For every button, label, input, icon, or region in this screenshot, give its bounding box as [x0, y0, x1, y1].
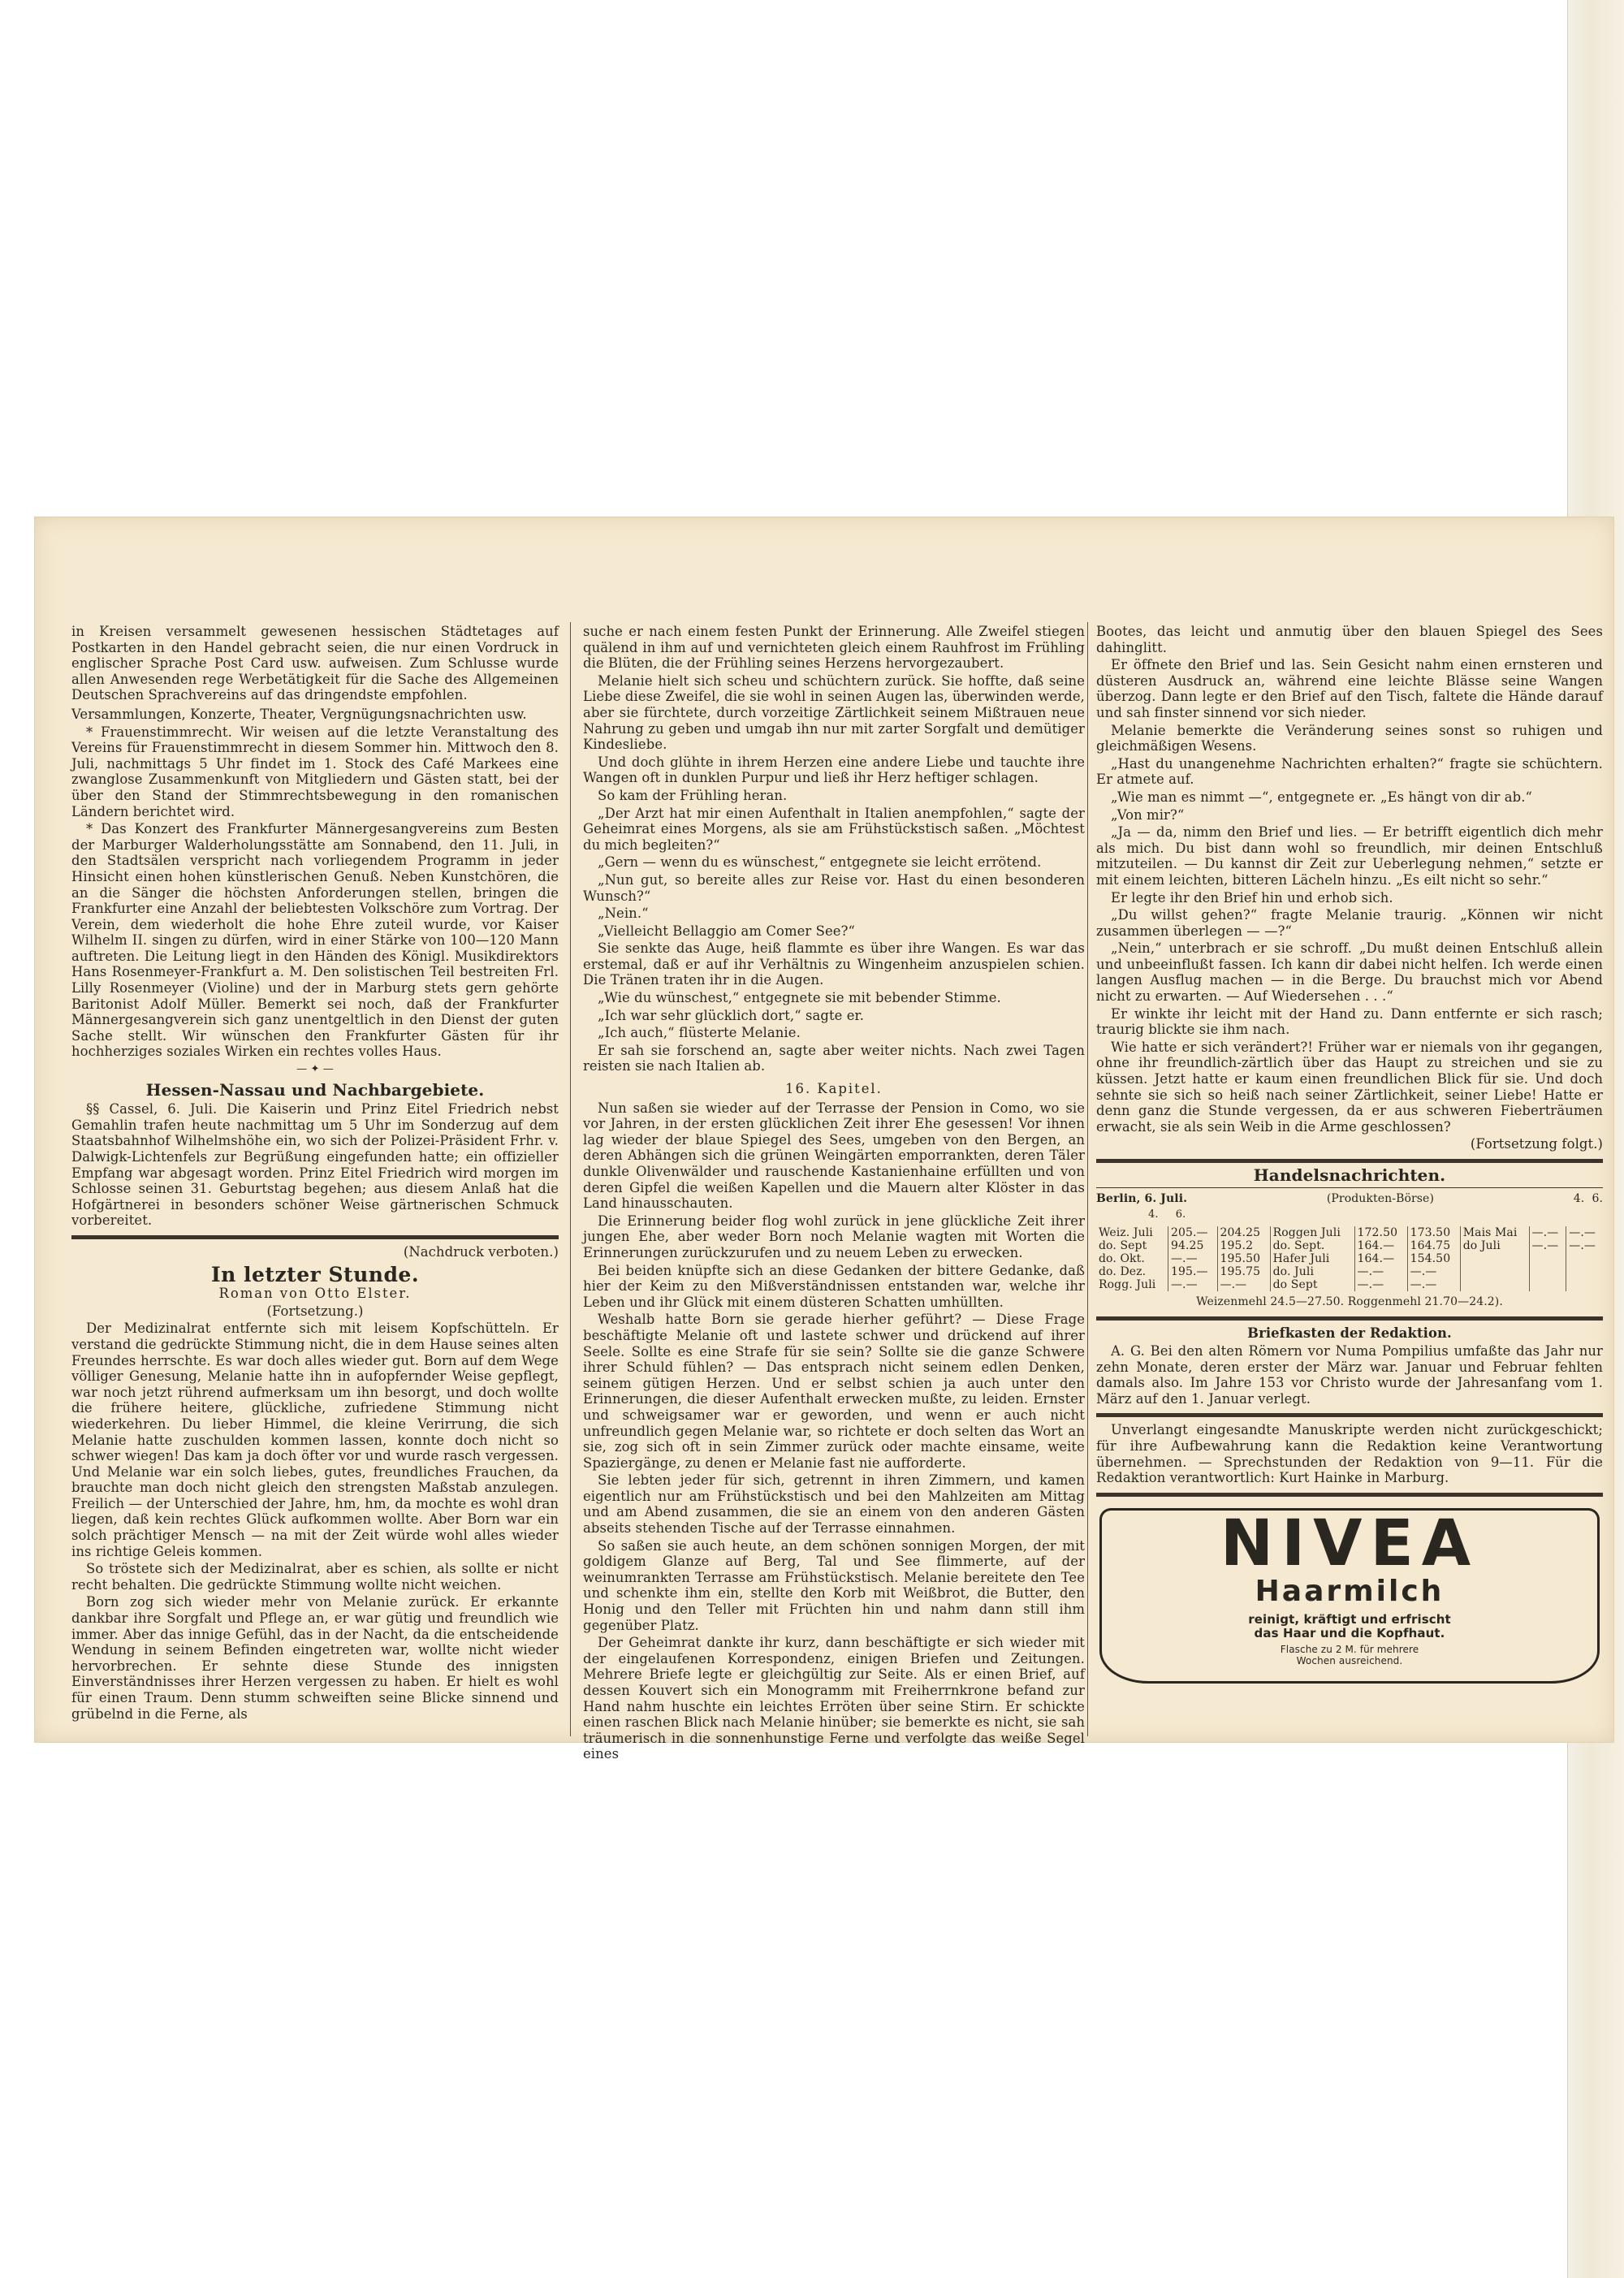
chapter-heading: 16. Kapitel.	[785, 1081, 883, 1097]
market-cell: 172.50	[1354, 1226, 1407, 1239]
novel-paragraph: Er sah sie forschend an, sagte aber weiter nichts. Nach zwei Tagen reisten sie nach Italien ab.	[583, 1042, 1085, 1074]
novel-paragraph: So kam der Frühling heran.	[598, 787, 788, 803]
market-cell	[1529, 1278, 1566, 1291]
ad-price: Wochen ausreichend.	[1296, 1654, 1403, 1666]
novel-paragraph: „Nein.“	[598, 906, 649, 922]
market-table	[1096, 1226, 1603, 1291]
market-row	[1096, 1265, 1603, 1278]
ad-tagline: reinigt, kräftigt und erfrischt	[1248, 1611, 1451, 1627]
hessen-section-title: Hessen-Nassau und Nachbargebiete.	[145, 1079, 485, 1100]
market-cell: do Juli	[1460, 1239, 1529, 1252]
section-rule	[1096, 1316, 1603, 1321]
market-cell: 195.75	[1217, 1265, 1270, 1278]
novel-paragraph: „Vielleicht Bellaggio am Comer See?“	[598, 923, 855, 939]
section-rule	[1096, 1493, 1603, 1497]
market-row	[1096, 1252, 1603, 1265]
market-cell	[1529, 1265, 1566, 1278]
novel-paragraph: „Wie man es nimmt —“, entgegnete er. „Es hängt von dir ab.“	[1111, 789, 1533, 805]
market-cell	[1566, 1265, 1603, 1278]
novel-paragraph: Und doch glühte in ihrem Herzen eine andere Liebe und tauchte ihre Wangen oft in dunklen Purpur und ließ ihr Herz heftiger schlagen.	[583, 754, 1085, 786]
market-header	[1096, 1191, 1603, 1208]
event-frauenstimmrecht: * Frauenstimmrecht. Wir weisen auf die letzte Veranstaltung des Vereins für Frauenstimmrecht in diesem Sommer hin. Mittwoch den 8. Juli, nachmittags 5 Uhr findet im 1. Stock des Café Markees eine zwanglose Zusammenkunft von Mitgliedern und Gästen statt, bei der über den Stand der Stimmrechtsbewegung in den romanischen Ländern berichtet wird.	[71, 724, 559, 819]
novel-paragraph: „Wie du wünschest,“ entgegnete sie mit bebender Stimme.	[598, 990, 1001, 1006]
market-cell: Roggen Juli	[1270, 1226, 1354, 1239]
ornament-divider: — ✦ —	[296, 1063, 334, 1076]
market-place: Berlin, 6. Juli.	[1096, 1191, 1188, 1205]
novel-title: In letzter Stunde.	[210, 1262, 420, 1286]
market-cell: —.—	[1217, 1278, 1270, 1291]
novel-paragraph: „Hast du unangenehme Nachrichten erhalten?“ fragte sie schüchtern. Er atmete auf.	[1096, 755, 1603, 788]
novel-paragraph: „Ich war sehr glücklich dort,“ sagte er.	[598, 1007, 865, 1023]
novel-paragraph: Melanie hielt sich scheu und schüchtern zurück. Sie hoffte, daß seine Liebe diese Zweifel, die sie wohl in seinen Augen las, überwinden werde, aber sie fürchtete, durch vorzeitige Zärtlichkeit seinem Mißtrauen neue Nahrung zu geben und umgab ihn nur mit zarter Sorgfalt und demütiger Kindesliebe.	[583, 672, 1085, 753]
novel-paragraph: Er öffnete den Brief und las. Sein Gesicht nahm einen ernsteren und düsteren Ausdruck an, während eine leichte Blässe seine Wangen überzog. Dann legte er den Brief auf den Tisch, faltete die Hände darauf und sah finster sinnend vor sich nieder.	[1096, 657, 1603, 720]
events-section-title: Versammlungen, Konzerte, Theater, Vergnügungsnachrichten usw.	[71, 706, 527, 722]
novel-paragraph: Der Medizinalrat entfernte sich mit leisem Kopfschütteln. Er verstand die gedrückte Stimmung nicht, die in dem Hause seines alten Freundes herrschte. Es war doch alles wieder gut. Born auf dem Wege völliger Genesung, Melanie hatte ihn in aufopfernder Weise gepflegt, war noch jetzt rührend aufmerksam um ihn besorgt, und doch wollte die frühere heitere, glückliche, zufriedene Stimmung nicht wiederkehren. Du lieber Himmel, die kleine Verirrung, die sich Melanie hatte zuschulden kommen lassen, konnte doch nicht so schwer wiegen! Das kam ja doch öfter vor und wurde rasch vergessen. Und Melanie war ein solch liebes, gutes, freundliches Frauchen, da brauchte man doch nicht gleich den strengsten Maßstab anzulegen. Freilich — der Unterschied der Jahre, hm, hm, da mochte es wohl dran liegen, daß kein rechtes Glück aufkommen wollte. Aber Born war ein solch prächtiger Mensch — na mit der Zeit würde wohl alles wieder ins richtige Geleis kommen.	[71, 1321, 559, 1559]
market-cell: —.—	[1569, 1225, 1596, 1239]
market-cell: —.—	[1168, 1252, 1217, 1265]
continuation-note: (Fortsetzung folgt.)	[1470, 1136, 1603, 1152]
column-2	[583, 624, 1085, 1764]
novel-paragraph: Nun saßen sie wieder auf der Terrasse der Pension in Como, wo sie vor Jahren, in der ersten glücklichen Zeit ihrer Ehe gesessen! Vor ihnen lag wieder der blaue Spiegel des Sees, umgeben von den Bergen, an deren Abhängen sich die grünen Weingärten emporrankten, deren Täler dunkle Olivenwälder und rauschende Kastanienhaine erfüllten und von deren Gipfel die weißen Kapellen und die Mauern alter Klöster in das Land hinausschauten.	[583, 1100, 1085, 1212]
market-cell: 205.—	[1168, 1226, 1217, 1239]
section-rule	[1096, 1413, 1603, 1417]
market-cell: 195.2	[1217, 1239, 1270, 1252]
market-cell: do. Okt.	[1096, 1252, 1168, 1265]
market-cell	[1566, 1252, 1603, 1265]
novel-paragraph: Er legte ihr den Brief hin und erhob sich.	[1111, 889, 1393, 906]
novel-paragraph: „Nein,“ unterbrach er sie schroff. „Du mußt deinen Entschluß allein und unbeeinflußt fassen. Ich kann dir dabei nicht helfen. Ich werde einen langen Ausflug machen — in die Berge. Du brauchst mich vor Abend nicht zu erwarten. — Auf Wiedersehen . . .“	[1096, 940, 1603, 1005]
market-cell: do Sept	[1270, 1278, 1354, 1291]
market-cell: do. Dez.	[1096, 1265, 1168, 1278]
novel-continuation: (Fortsetzung.)	[266, 1303, 364, 1319]
newspaper-page	[34, 517, 1614, 1762]
novel-paragraph: „Gern — wenn du es wünschest,“ entgegnete sie leicht errötend.	[598, 854, 1042, 871]
novel-paragraph: „Von mir?“	[1111, 806, 1185, 823]
market-row	[1096, 1239, 1603, 1252]
market-cell: 164.75	[1407, 1239, 1460, 1252]
novel-paragraph: Er winkte ihr leicht mit der Hand zu. Dann entfernte er sich rasch; traurig blickte sie ihm nach.	[1096, 1005, 1603, 1038]
market-cell: 173.50	[1407, 1226, 1460, 1239]
market-footer: Weizenmehl 24.5—27.50. Roggenmehl 21.70—24.2).	[1196, 1295, 1503, 1308]
market-cell: —.—	[1407, 1265, 1460, 1278]
market-rule	[1096, 1187, 1603, 1188]
novel-paragraph: Bei beiden knüpfte sich an diese Gedanken der bittere Gedanke, daß hier der Keim zu den Mißverständnissen entstanden war, welche ihr Leben und ihr Glück mit einem düsteren Schatten umhüllten.	[583, 1262, 1085, 1310]
novel-paragraph: Weshalb hatte Born sie gerade hierher geführt? — Diese Frage beschäftigte Melanie oft und lastete schwer und drückend auf ihrer Seele. Sollte es eine Strafe für sie sein? Sollte sie die ganze Schwere ihrer Schuld fühlen? — Das entsprach nicht seinem edlen Denken, seinem gütigen Herzen. Und er selbst schien ja auch unter den Erinnerungen, die dieser Aufenthalt erwecken mußte, zu leiden. Ernster und schweigsamer war er geworden, und wenn er auch nicht unfreundlich gegen Melanie war, so richtete er doch selten das Wort an sie, zog sich oft in sein Zimmer zurück oder machte einsame, weite Spaziergänge, zu denen er Melanie fast nie aufforderte.	[583, 1312, 1085, 1471]
briefkasten-text: A. G. Bei den alten Römern vor Numa Pompilius umfaßte das Jahr nur zehn Monate, deren erster der März war. Januar und Februar fehlten damals also. Im Jahre 153 vor Christo wurde der Jahresanfang vom 1. März auf den 1. Januar verlegt.	[1096, 1342, 1603, 1407]
market-cell: —.—	[1354, 1265, 1407, 1278]
market-cell: —.—	[1529, 1239, 1566, 1252]
market-cell: —.—	[1168, 1278, 1217, 1291]
novel-paragraph: So saßen sie auch heute, an dem schönen sonnigen Morgen, der mit goldigem Glanze auf Berg, Tal und See flimmerte, auf der weinumrankten Terrasse am Frühstückstisch. Melanie bereitete den Tee und schenkte ihm ein, stellte den Korb mit Weißbrot, die Butter, den Honig und den Teller mit Früchten hin und nahm dann still ihm gegenüber Platz.	[583, 1537, 1085, 1633]
market-cell: do. Juli	[1270, 1265, 1354, 1278]
briefkasten-title: Briefkasten der Redaktion.	[1247, 1325, 1452, 1342]
novel-paragraph: Melanie bemerkte die Veränderung seines sonst so ruhigen und gleichmäßigen Wesens.	[1096, 722, 1603, 754]
market-cell: —.—	[1569, 1238, 1596, 1252]
market-row	[1096, 1226, 1603, 1239]
market-col-labels-left: 4. 6.	[1148, 1208, 1186, 1221]
editorial-notice: Unverlangt eingesandte Manuskripte werden nicht zurückgeschickt; für ihre Aufbewahrung kann die Redaktion keine Verantwortung übernehmen. — Sprechstunden der Redaktion von 9—11. Für die Redaktion verantwortlich: Kurt Hainke in Marburg.	[1096, 1422, 1603, 1486]
market-row	[1096, 1278, 1603, 1291]
reprint-note: (Nachdruck verboten.)	[403, 1243, 559, 1260]
market-cell: Hafer Juli	[1270, 1252, 1354, 1265]
market-cell	[1460, 1278, 1529, 1291]
market-cell: Rogg. Juli	[1096, 1278, 1168, 1291]
novel-paragraph: „Der Arzt hat mir einen Aufenthalt in Italien anempfohlen,“ sagte der Geheimrat eines Morgens, als sie am Frühstückstisch saßen. „Möchtest du mich begleiten?“	[583, 805, 1085, 853]
novel-paragraph: „Ja — da, nimm den Brief und lies. — Er betrifft eigentlich dich mehr als mich. Du bist dann wohl so freundlich, mir deinen Entschluß mitzuteilen. — Du kannst dir Zeit zur Ueberlegung nehmen,“ setzte er mit einem leichten, bitteren Lächeln hinzu. „Es eilt nicht so sehr.“	[1096, 824, 1603, 888]
market-cell	[1460, 1265, 1529, 1278]
market-cell: 204.25	[1217, 1226, 1270, 1239]
novel-paragraph: suche er nach einem festen Punkt der Erinnerung. Alle Zweifel stiegen quälend in ihm auf und vernichteten gleich einem Rauhfrost im Frühling die Blüten, die der Frühling seines Herzens hervorgezaubert.	[583, 624, 1085, 672]
nivea-advertisement	[1099, 1508, 1600, 1684]
novel-paragraph: Der Geheimrat dankte ihr kurz, dann beschäftigte er sich wieder mit der eingelaufenen Korrespondenz, einigen Briefen und Zeitungen. Mehrere Briefe legte er gleichgültig zur Seite. Als er einen Brief, auf dessen Kouvert sich ein Monogramm mit Freiherrnkrone befand zur Hand nahm huschte ein leichtes Erröten über seine Stirn. Er schickte einen raschen Blick nach Melanie hinüber; sie bemerkte es nicht, sie sah träumerisch in die sonnenhunstige Ferne und verfolgte das weiße Segel eines	[583, 1635, 1085, 1762]
market-cell: do. Sept.	[1270, 1239, 1354, 1252]
section-rule	[1096, 1159, 1603, 1163]
ad-product: Haarmilch	[1255, 1574, 1445, 1608]
market-cell: Mais Mai	[1460, 1226, 1529, 1239]
novel-byline: Roman von Otto Elster.	[218, 1286, 412, 1302]
novel-paragraph: Sie senkte das Auge, heiß flammte es über ihre Wangen. Es war das erstemal, daß er auf ihr Verhältnis zu Wingenheim anzuspielen schien. Die Tränen traten ihr in die Augen.	[583, 940, 1085, 988]
market-cell: —.—	[1529, 1226, 1566, 1239]
market-cell: do. Sept	[1096, 1239, 1168, 1252]
novel-paragraph: „Ich auch,“ flüsterte Melanie.	[598, 1025, 801, 1041]
ad-price: Flasche zu 2 M. für mehrere	[1280, 1643, 1419, 1655]
market-cell: Weiz. Juli	[1096, 1226, 1168, 1239]
intro-paragraph: in Kreisen versammelt gewesenen hessischen Städtetages auf Postkarten in den Handel gebracht seien, die nur einen Vordruck in englischer Sprache Post Card usw. aufweisen. Zum Schlusse wurde allen Anwesenden rege Werbetätigkeit für die Sache des Allgemeinen Deutschen Sprachvereins auf das dringendste empfohlen.	[71, 624, 559, 703]
market-cell	[1566, 1278, 1603, 1291]
section-rule	[71, 1235, 559, 1239]
market-title: Handelsnachrichten.	[1253, 1165, 1446, 1185]
novel-paragraph: Bootes, das leicht und anmutig über den blauen Spiegel des Sees dahinglitt.	[1096, 624, 1603, 655]
market-cell: —.—	[1407, 1278, 1460, 1291]
event-konzert: * Das Konzert des Frankfurter Männergesangvereins zum Besten der Marburger Walderholungsstätte am Sonnabend, den 11. Juli, in den Stadtsälen verspricht nach vorliegendem Programm in jeder Hinsicht einen hohen künstlerischen Genuß. Neben Kunstchören, die an die Sänger die höchsten Anforderungen stellen, bringen die Frankfurter eine Anzahl der beliebtesten Volkschöre zum Vortrag. Der Verein, dem wiederholt die hohe Ehre zuteil wurde, vor Kaiser Wilhelm II. singen zu dürfen, wird in einer Stärke von 100—120 Mann auftreten. Die Leitung liegt in den Händen des Königl. Musikdirektors Hans Rosenmeyer-Frankfurt a. M. Den solistischen Teil bestreiten Frl. Lilly Rosenmeyer (Violine) und der in Marburg stets gern gehörte Baritonist Adolf Müller. Bemerkt sei noch, daß der Frankfurter Männergesangverein sich ganz unentgeltlich in den Dienst der guten Sache stellt. Wir wünschen den Frankfurter Gästen für ihr hochherziges soziales Wirken ein rechtes volles Haus.	[71, 821, 559, 1060]
column-3	[1096, 624, 1603, 1684]
column-rule-left	[570, 622, 571, 1736]
novel-paragraph: Born zog sich wieder mehr von Melanie zurück. Er erkannte dankbar ihre Sorgfalt und Pflege an, er war gütig und freundlich wie immer. Aber das innige Gefühl, das in der Nacht, da die entscheidende Wendung in seinem Befinden eingetreten war, wollte nicht wieder hervorbrechen. Er sehnte diese Stunde des innigsten Einverständnisses ihrer Herzen vergessen zu haben. Er hielt es wohl für einen Traum. Denn stumm schweiften seine Blicke sinnend und grübelnd in die Ferne, als	[71, 1594, 559, 1722]
novel-paragraph: Die Erinnerung beider flog wohl zurück in jene glückliche Zeit ihrer jungen Ehe, aber weder Born noch Melanie wagten mit Worten die Erinnerungen zurückzurufen und zu neuem Leben zu erwecken.	[583, 1212, 1085, 1260]
market-cell: 195.—	[1168, 1265, 1217, 1278]
market-cell	[1460, 1252, 1529, 1265]
market-cell: —.—	[1354, 1278, 1407, 1291]
market-cell: 164.—	[1354, 1239, 1407, 1252]
market-cell	[1529, 1252, 1566, 1265]
market-cell: 164.—	[1354, 1252, 1407, 1265]
market-source: (Produkten-Börse)	[1326, 1191, 1435, 1205]
novel-paragraph: „Nun gut, so bereite alles zur Reise vor. Hast du einen besonderen Wunsch?“	[583, 871, 1085, 904]
novel-paragraph: Wie hatte er sich verändert?! Früher war er niemals von ihr gegangen, ohne ihr freundlich-zärtlich über das Haupt zu streichen und sie zu küssen. Jetzt hatte er kaum einen freundlichen Blick für sie. Und doch sehnte sie sich so heiß nach seiner Zärtlichkeit, seiner Liebe! Hatte er denn ganz die Stunde vergessen, da er aus schweren Fieberträumen erwacht, sie als sein Weib in die Arme geschlossen?	[1096, 1039, 1603, 1135]
column-1	[71, 624, 559, 1723]
novel-paragraph: „Du willst gehen?“ fragte Melanie traurig. „Können wir nicht zusammen überlegen — —?“	[1096, 907, 1603, 939]
novel-paragraph: So tröstete sich der Medizinalrat, aber es schien, als sollte er nicht recht behalten. Die gedrückte Stimmung wollte nicht weichen.	[71, 1561, 559, 1593]
column-rule-right	[1087, 622, 1088, 1736]
ad-tagline: das Haar und die Kopfhaut.	[1254, 1625, 1445, 1640]
market-cell: 94.25	[1168, 1239, 1217, 1252]
ad-brand: NIVEA	[1220, 1506, 1479, 1580]
market-col-labels: 4. 6.	[1573, 1191, 1603, 1205]
market-cell: 195.50	[1217, 1252, 1270, 1265]
market-cell: 154.50	[1407, 1252, 1460, 1265]
novel-paragraph: Sie lebten jeder für sich, getrennt in ihren Zimmern, und kamen eigentlich nur am Frühstückstisch und bei den Mahlzeiten am Mittag und am Abend zusammen, die sie an einem von den anderen Gästen abseits stehenden Tische auf der Terrasse einnahmen.	[583, 1472, 1085, 1537]
hessen-article: §§ Cassel, 6. Juli. Die Kaiserin und Prinz Eitel Friedrich nebst Gemahlin trafen heute nachmittag um 5 Uhr im Sonderzug auf dem Staatsbahnhof Wilhelmshöhe ein, wo sich der Polizei-Präsident Frhr. v. Dalwigk-Lichtenfels zur Begrüßung eingefunden hatte; ein offizieller Empfang war abgesagt worden. Prinz Eitel Friedrich wird morgen im Schlosse seinen 31. Geburtstag begehen; aus diesem Anlaß hat die Hofgärtnerei in besonders schöner Weise gärtnerischen Schmuck vorbereitet.	[71, 1101, 559, 1229]
